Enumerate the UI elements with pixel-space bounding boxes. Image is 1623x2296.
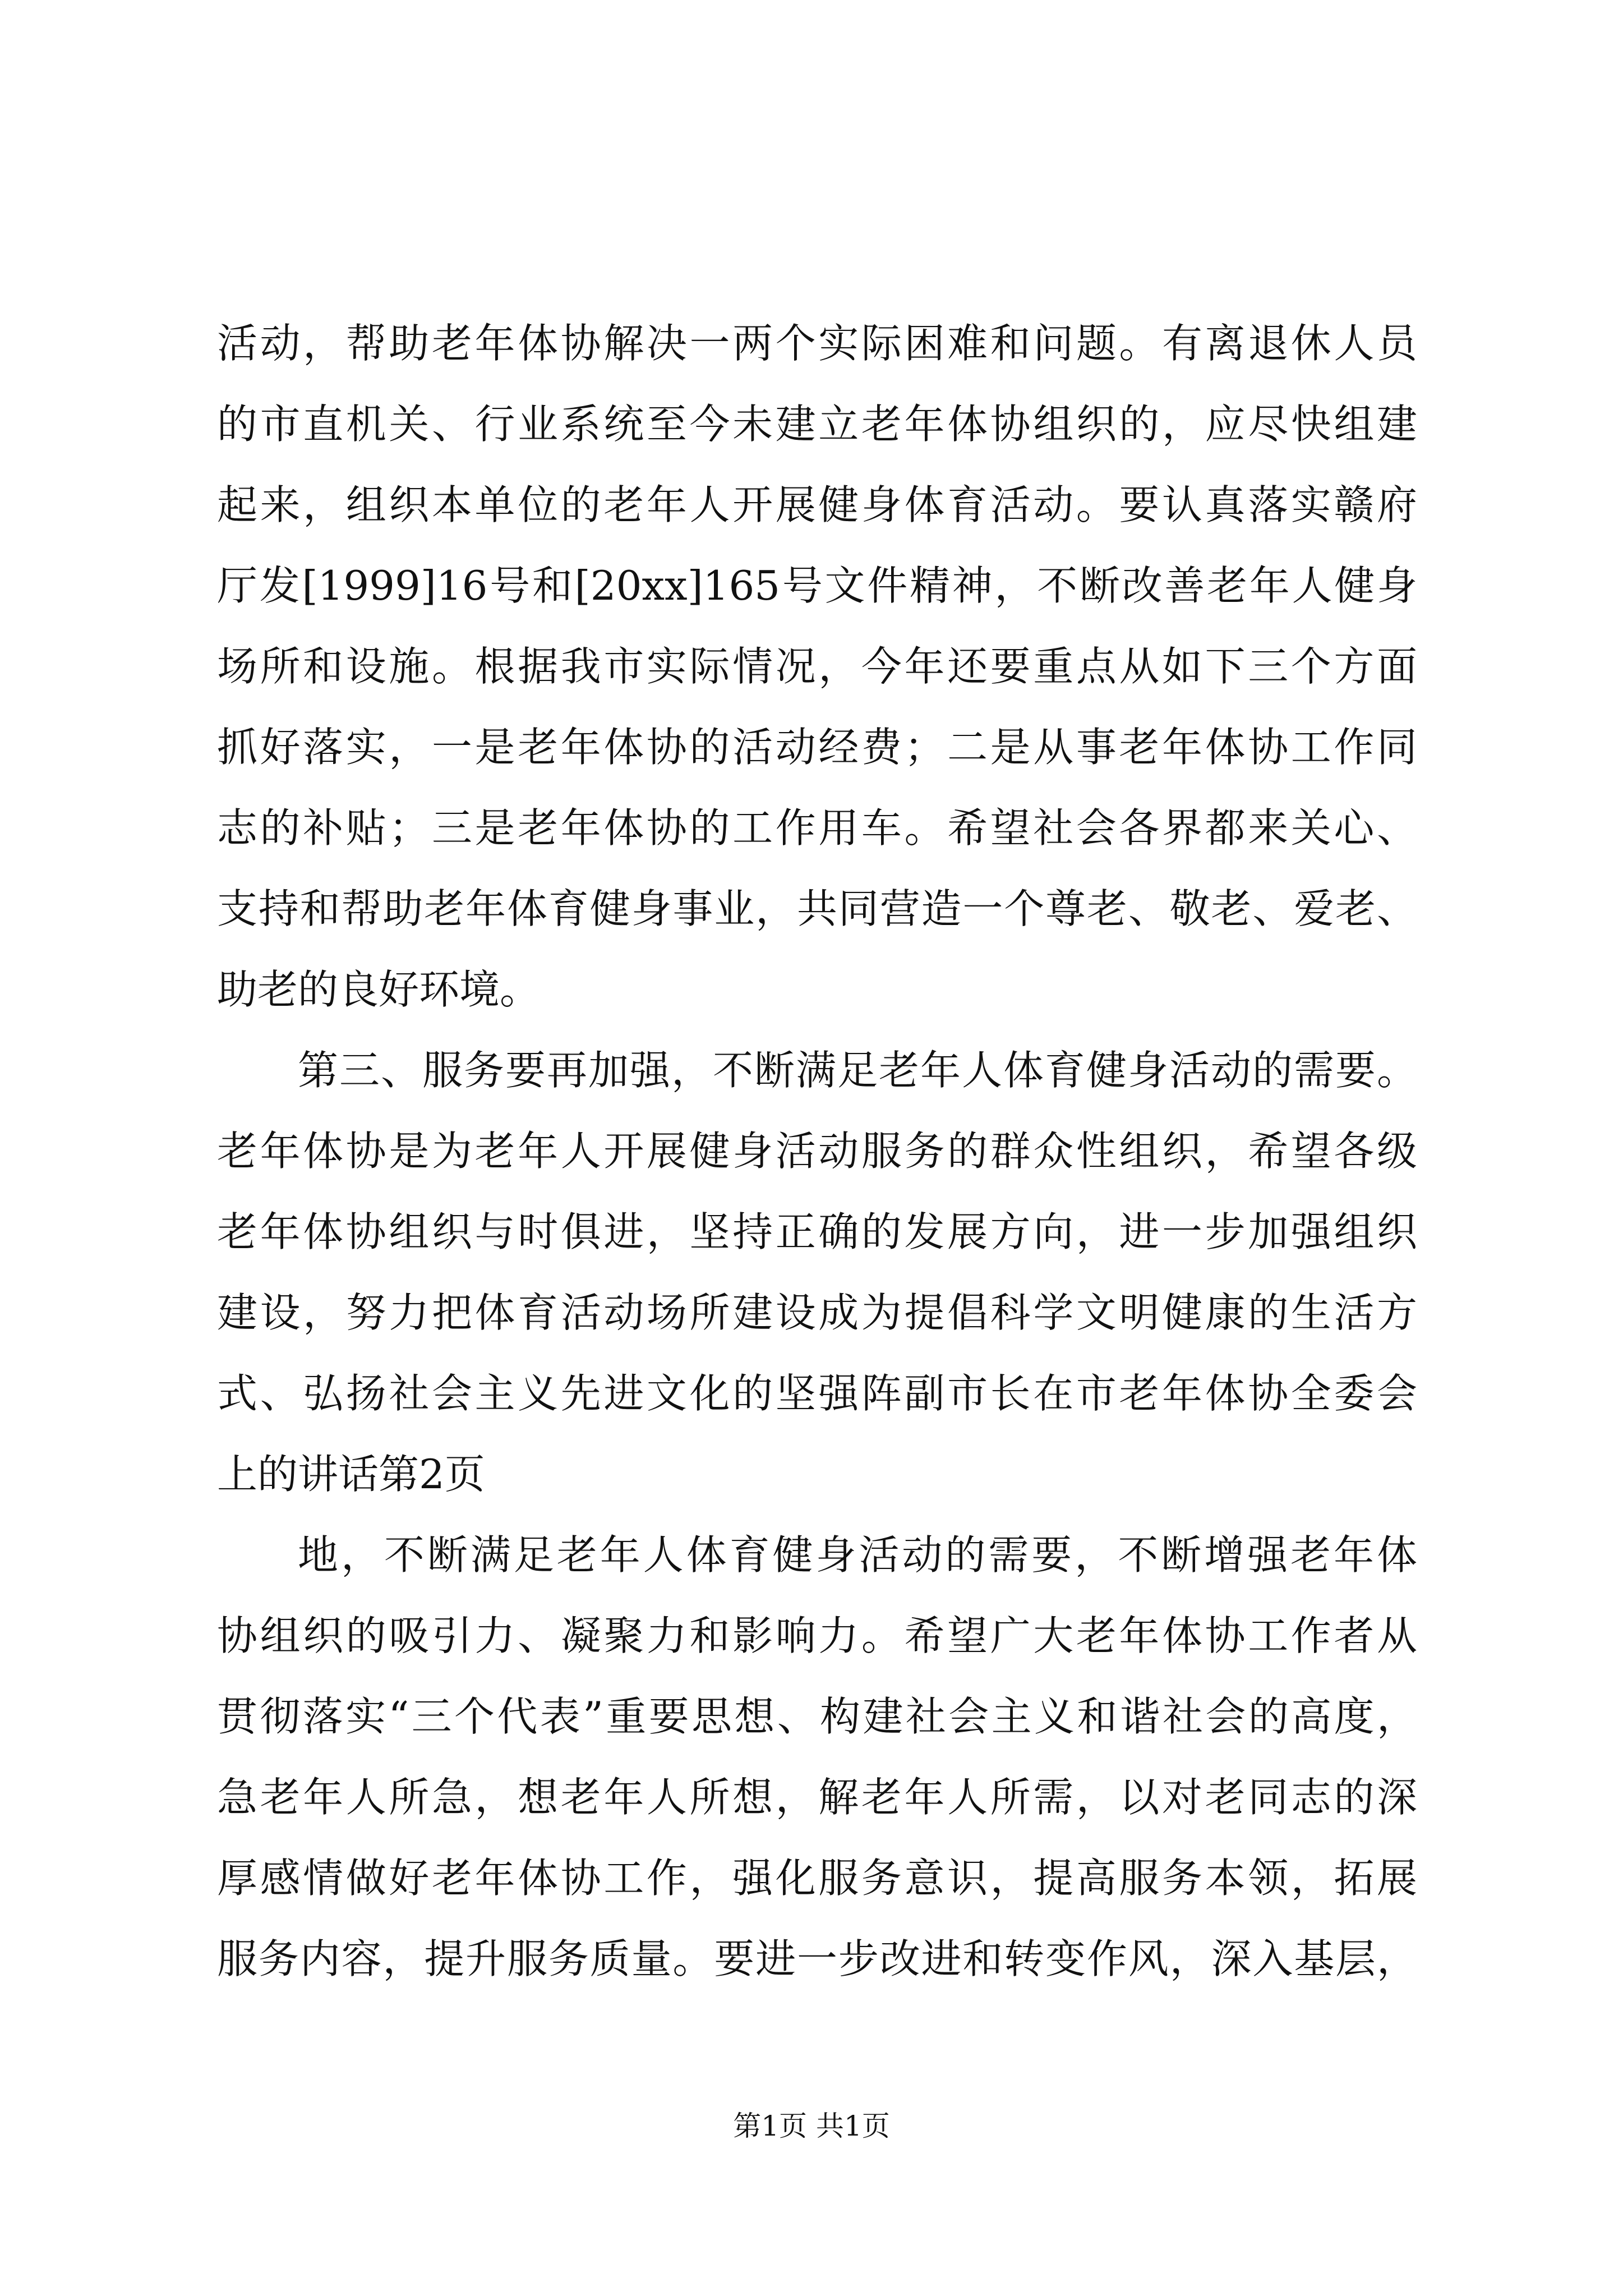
text-line: 支持和帮助老年体育健身事业，共同营造一个尊老、敬老、爱老、 [217, 885, 1417, 932]
text-line: 志的补贴；三是老年体协的工作用车。希望社会各界都来关心、 [217, 804, 1417, 852]
text-line: 老年体协组织与时俱进，坚持正确的发展方向，进一步加强组织 [217, 1208, 1417, 1255]
text-line: 助老的良好环境。 [217, 966, 541, 1013]
text-line: 协组织的吸引力、凝聚力和影响力。希望广大老年体协工作者从 [217, 1612, 1417, 1659]
text-line: 的市直机关、行业系统至今未建立老年体协组织的，应尽快组建 [217, 401, 1417, 448]
text-line: 急老年人所急，想老年人所想，解老年人所需，以对老同志的深 [217, 1774, 1417, 1821]
text-line: 建设，努力把体育活动场所建设成为提倡科学文明健康的生活方 [217, 1289, 1417, 1336]
page-footer: 第1页 共1页 [733, 2110, 890, 2142]
text-line: 抓好落实，一是老年体协的活动经费；二是从事老年体协工作同 [217, 724, 1417, 771]
text-line: 贯彻落实“三个代表”重要思想、构建社会主义和谐社会的高度， [217, 1693, 1417, 1740]
text-line: 场所和设施。根据我市实际情况，今年还要重点从如下三个方面 [217, 643, 1417, 690]
paragraph-first-line: 地，不断满足老年人体育健身活动的需要，不断增强老年体 [298, 1531, 1417, 1579]
text-line: 起来，组织本单位的老年人开展健身体育活动。要认真落实赣府 [217, 481, 1417, 528]
text-line: 上的讲话第2页 [217, 1451, 485, 1498]
text-line: 厅发[1999]16号和[20xx]165号文件精神，不断改善老年人健身 [217, 562, 1417, 609]
text-line: 式、弘扬社会主义先进文化的坚强阵副市长在市老年体协全委会 [217, 1370, 1417, 1417]
text-line: 厚感情做好老年体协工作，强化服务意识，提高服务本领，拓展 [217, 1855, 1417, 1902]
text-line: 活动，帮助老年体协解决一两个实际困难和问题。有离退休人员 [217, 320, 1417, 367]
text-line: 老年体协是为老年人开展健身活动服务的群众性组织，希望各级 [217, 1128, 1417, 1175]
document-body [217, 303, 1417, 1999]
paragraph-first-line: 第三、服务要再加强，不断满足老年人体育健身活动的需要。 [298, 1047, 1417, 1094]
text-line: 服务内容，提升服务质量。要进一步改进和转变作风，深入基层， [217, 1935, 1417, 1982]
